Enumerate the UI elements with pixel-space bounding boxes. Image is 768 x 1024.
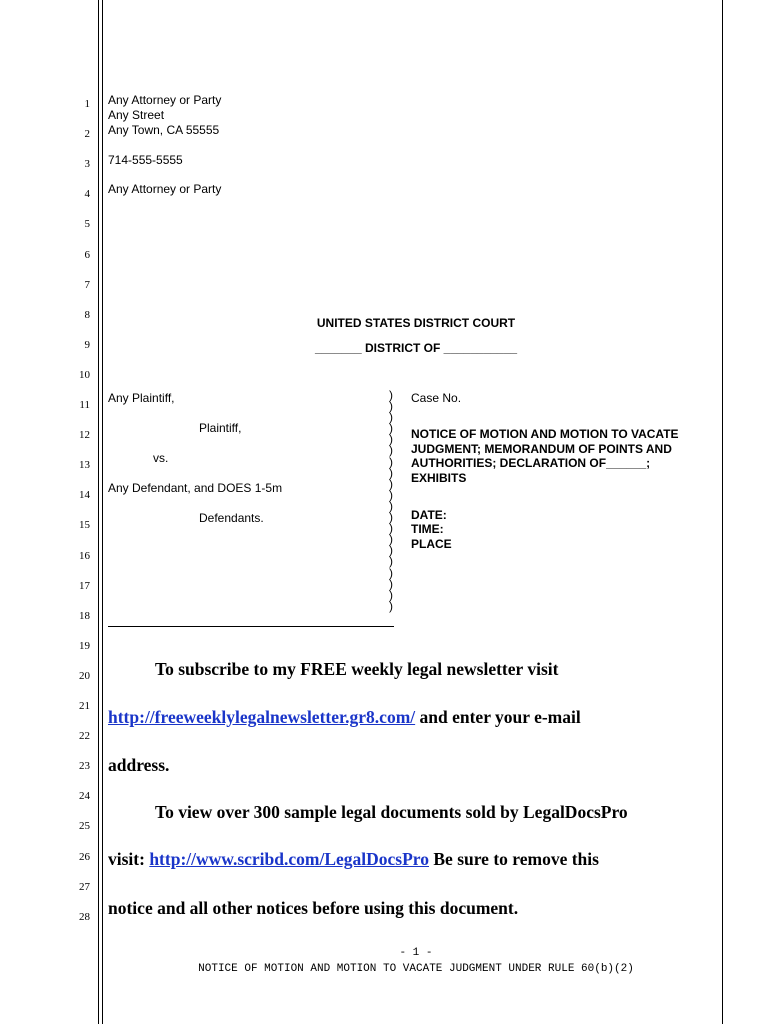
document-title-line: NOTICE OF MOTION AND MOTION TO VACATE [411,427,679,441]
notice-paragraph-1-line-2-text: and enter your e-mail [415,707,581,727]
hearing-time-label: TIME: [411,522,444,536]
line-number: 27 [79,880,90,893]
document-title-line: JUDGMENT; MEMORANDUM OF POINTS AND [411,441,672,456]
notice-paragraph-1-line-2 [108,707,581,727]
caption-paren: ) [389,576,393,591]
attorney-phone: 714-555-5555 [108,153,183,167]
newsletter-link[interactable]: http://freeweeklylegalnewsletter.gr8.com/ [108,707,416,727]
caption-paren: ) [389,565,393,580]
line-number: 8 [84,308,90,321]
line-number: 18 [79,609,90,622]
caption-paren: ) [389,399,393,414]
caption-paren: ) [389,587,393,602]
line-number: 20 [79,669,90,682]
notice-paragraph-2-line-2 [108,849,599,869]
line-number: 24 [79,790,90,803]
line-number: 16 [79,549,90,562]
line-number: 28 [79,910,90,923]
defendant-name: Any Defendant, and DOES 1-5m [108,481,283,495]
line-number: 7 [84,278,90,291]
case-number-label: Case No. [411,391,462,405]
line-number: 1 [84,98,90,110]
line-number: 12 [79,429,90,442]
line-number: 13 [79,459,90,472]
line-number: 19 [79,639,90,652]
line-number: 23 [79,760,90,773]
notice-paragraph-1-line-1: To subscribe to my FREE weekly legal newsletter visit [155,659,559,679]
hearing-date-label: DATE: [411,508,447,522]
line-number: 10 [79,368,90,381]
right-margin-rule [722,0,723,1024]
footer-page-number: - 1 - [399,947,433,959]
caption-paren: ) [389,421,393,436]
caption-paren: ) [389,487,393,502]
attorney-street: Any Street [108,108,165,122]
line-number: 26 [79,850,90,863]
line-number: 6 [84,248,90,261]
document-title [411,427,679,485]
line-number: 17 [79,579,90,592]
caption-paren: ) [389,432,393,447]
attorney-city: Any Town, CA 55555 [108,123,220,137]
document-title-line: AUTHORITIES; DECLARATION OF______; [411,456,651,470]
line-number: 9 [84,338,90,351]
caption-paren: ) [389,410,393,425]
footer-title: NOTICE OF MOTION AND MOTION TO VACATE JUDGMENT UNDER RULE 60(b)(2) [198,963,634,975]
line-number: 14 [79,489,90,502]
caption-paren: ) [389,454,393,469]
caption-paren: ) [389,532,393,547]
versus-label: vs. [153,451,169,465]
caption-paren: ) [389,598,393,613]
caption-paren: ) [389,521,393,536]
line-number: 11 [79,399,90,411]
caption-paren: ) [389,510,393,525]
hearing-place-label: PLACE [411,537,452,551]
line-number: 4 [84,188,90,201]
court-title: UNITED STATES DISTRICT COURT [316,316,516,330]
left-margin-rule-outer [98,0,99,1024]
caption-paren: ) [389,465,393,480]
line-number: 2 [84,128,90,141]
line-number: 5 [84,218,90,231]
plaintiff-role: Plaintiff, [199,421,242,435]
scribd-link[interactable]: http://www.scribd.com/LegalDocsPro [149,849,429,869]
notice-paragraph-1-line-3: address. [108,755,170,775]
caption-paren-column [389,390,401,612]
plaintiff-name: Any Plaintiff, [108,391,175,405]
caption-paren: ) [389,554,393,569]
notice-paragraph-2-line-1: To view over 300 sample legal documents sold by LegalDocsPro [155,802,628,822]
attorney-name: Any Attorney or Party [108,93,222,107]
attorney-for: Any Attorney or Party [108,182,222,196]
notice-paragraph-2-line-3: notice and all other notices before using this document. [108,898,519,918]
line-number: 3 [84,158,90,171]
line-number: 22 [79,730,90,743]
left-margin-rule-inner [102,0,103,1024]
line-number: 21 [79,700,90,712]
caption-paren: ) [389,543,393,558]
notice-paragraph-2-line-2-text: Be sure to remove this [429,849,599,869]
caption-paren: ) [389,498,393,513]
caption-paren: ) [389,476,393,491]
caption-paren: ) [389,388,393,402]
line-number: 25 [79,820,90,833]
document-title-line: EXHIBITS [411,470,467,485]
notice-paragraph-2-prefix: visit: [108,849,150,869]
line-number: 15 [79,519,90,532]
caption-paren: ) [389,443,393,458]
defendant-role: Defendants. [199,511,264,525]
caption-bottom-rule [108,626,394,627]
court-district: _______ DISTRICT OF ___________ [314,341,518,355]
